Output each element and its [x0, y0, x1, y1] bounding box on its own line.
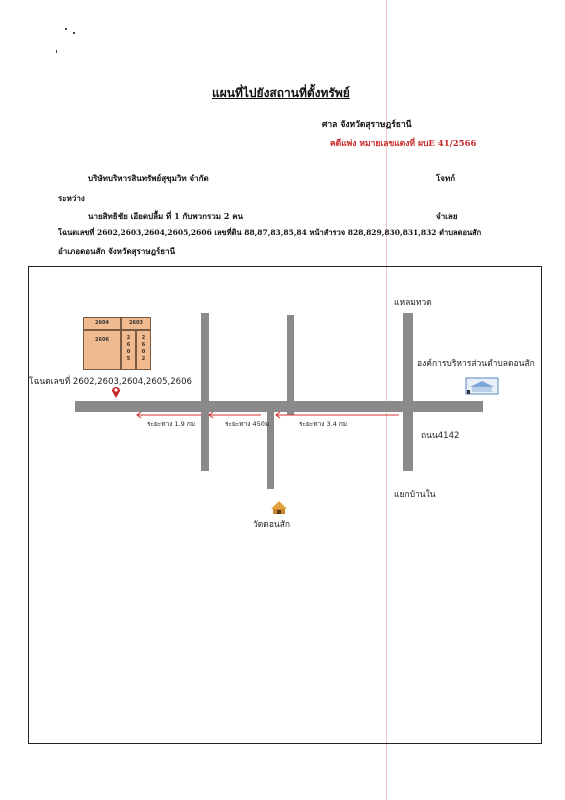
distance-3-label: ระยะทาง 3.4 กม [299, 420, 348, 428]
plot-2605: 2 6 0 5 [121, 330, 136, 370]
district-line: อำเภอดอนสัก จังหวัดสุราษฎร์ธานี [58, 246, 176, 256]
plaintiff-role: โจทก์ [436, 173, 456, 183]
plot-2603: 2603 [121, 317, 151, 330]
plot-2606: 2606 [83, 330, 121, 370]
distance-2-label: ระยะทาง 450ม [225, 420, 270, 428]
case-number: คดีแพ่ง หมายเลขแดงที่ ผบE 41/2566 [330, 139, 477, 149]
landmark-laem-thuat: แหลมทวด [394, 298, 432, 308]
temple-icon [269, 499, 289, 515]
scan-speck [73, 32, 75, 34]
plot-2602: 2 6 0 2 [136, 330, 151, 370]
distance-1-label: ระยะทาง 1.9 กม [147, 420, 196, 428]
location-map [28, 266, 542, 744]
court-name: ศาล จังหวัดสุราษฎร์ธานี [322, 120, 412, 130]
scan-speck [56, 50, 57, 53]
defendant-name: นายสิทธิชัย เอียดปลื้ม ที่ 1 กับพวกรวม 2 คน [88, 211, 244, 221]
office-label: องค์การบริหารส่วนตำบลดอนสัก [417, 359, 535, 369]
defendant-role: จำเลย [436, 211, 458, 221]
plaintiff-name: บริษัทบริหารสินทรัพย์สุขุมวิท จำกัด [88, 173, 209, 183]
document-title: แผนที่ไปยังสถานที่ตั้งทรัพย์ [212, 86, 350, 100]
between-label: ระหว่าง [58, 193, 85, 203]
scan-speck [65, 28, 67, 30]
junction-label: แยกบ้านใน [394, 490, 436, 500]
deed-map-label: โฉนดเลขที่ 2602,2603,2604,2605,2606 [29, 377, 192, 387]
temple-label: วัดดอนสัก [253, 520, 291, 530]
plot-2604: 2604 [83, 317, 121, 330]
deed-details-line: โฉนดเลขที่ 2602,2603,2604,2605,2606 เลขที่ดิน 88,87,83,85,84 หน้าสำรวจ 828,829,830,831,832 ตำบลดอนสัก [58, 228, 482, 237]
road-4142-label: ถนน4142 [421, 431, 460, 441]
